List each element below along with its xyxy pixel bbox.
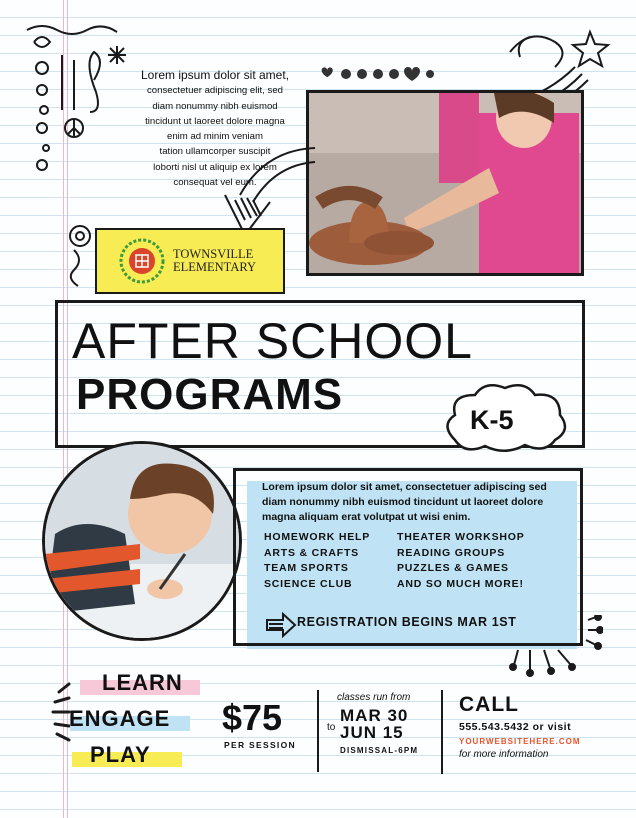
price-unit: PER SESSION: [224, 740, 296, 750]
program-description: Lorem ipsum dolor sit amet, consectetuer adipiscing sed diam nonummy nibh euismod tincidunt ut laoreet dolore magna aliquam erat volutpat ut wisi enim.: [262, 481, 547, 523]
title-programs: PROGRAMS: [76, 370, 344, 419]
registration-notice: REGISTRATION BEGINS MAR 1ST: [297, 615, 517, 629]
call-heading: CALL: [459, 693, 519, 716]
more-info-text: for more information: [459, 749, 549, 760]
grade-range: K-5: [470, 405, 514, 435]
program-item: PUZZLES & GAMES: [397, 562, 509, 574]
pottery-photo: [306, 90, 584, 276]
tagline-engage: ENGAGE: [69, 706, 171, 731]
schedule-to: to: [327, 722, 336, 733]
hearts-row-doodle: [316, 66, 436, 82]
schedule-label: classes run from: [337, 692, 411, 703]
swirl-doodle: [64, 220, 98, 290]
intro-line: enim ad minim veniam: [167, 131, 263, 143]
programs-list-right: [397, 530, 525, 592]
end-date: JUN 15: [340, 723, 404, 742]
intro-line: tation ullamcorper suscipit: [159, 146, 271, 158]
intro-line: diam nonummy nibh euismod: [152, 100, 278, 112]
start-date: MAR 30: [340, 706, 409, 725]
arrow-right-icon: [265, 612, 297, 638]
school-name-line1: TOWNSVILLE: [173, 247, 254, 261]
school-crest-icon: [119, 238, 165, 284]
title-after-school: AFTER SCHOOL: [72, 313, 473, 369]
student-photo: [42, 441, 242, 641]
divider: [441, 690, 443, 774]
dots-doodle: [508, 615, 603, 680]
phone-number: 555.543.5432 or visit: [459, 721, 572, 733]
program-item: TEAM SPORTS: [264, 562, 349, 574]
intro-line: tincidunt ut laoreet dolore magna: [145, 115, 285, 127]
program-item: HOMEWORK HELP: [264, 531, 371, 543]
program-item: SCIENCE CLUB: [264, 577, 353, 590]
divider: [317, 690, 319, 772]
school-name-line2: ELEMENTARY: [173, 260, 257, 274]
curved-arrow-icon: [205, 140, 325, 240]
program-item: THEATER WORKSHOP: [397, 531, 525, 543]
program-item: AND SO MUCH MORE!: [397, 577, 524, 590]
price: $75: [222, 697, 283, 738]
tagline-play: PLAY: [90, 742, 151, 767]
intro-first-line: Lorem ipsum dolor sit amet,: [140, 68, 290, 82]
programs-list-left: [264, 530, 370, 592]
intro-line: consequat vel eum.: [173, 177, 257, 189]
intro-line: loborti nisl ut aliquip ex lorem: [153, 161, 277, 173]
school-name: [173, 248, 256, 274]
program-item: READING GROUPS: [397, 546, 506, 559]
website-link[interactable]: YOURWEBSITEHERE.COM: [459, 737, 581, 746]
dismissal-time: DISMISSAL-6PM: [340, 746, 419, 755]
program-item: ARTS & CRAFTS: [264, 546, 359, 559]
intro-line: consectetuer adipiscing elit, sed: [147, 85, 283, 97]
tagline-learn: LEARN: [102, 670, 183, 695]
school-logo-box: [95, 228, 285, 294]
